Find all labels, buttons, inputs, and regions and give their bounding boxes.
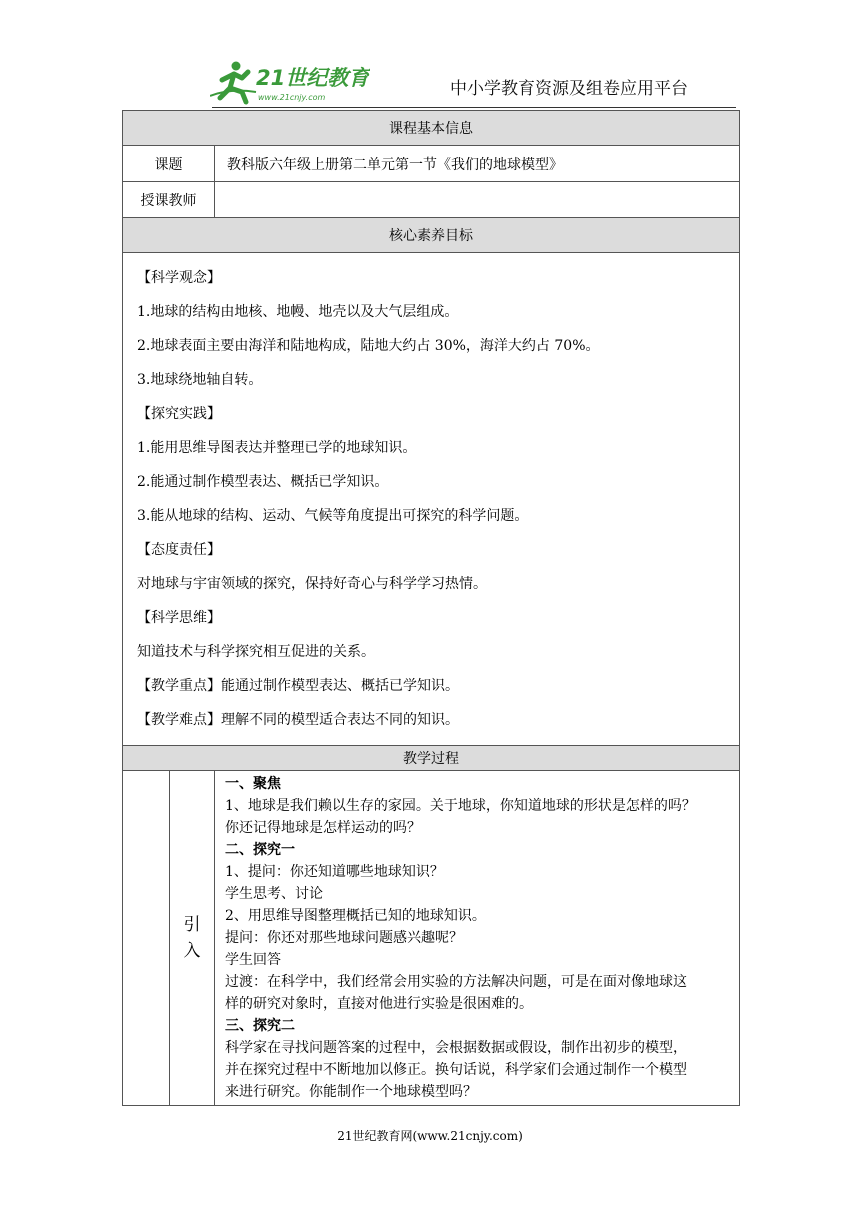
process-blank-cell <box>123 771 170 1106</box>
stage-char-1: 引 <box>183 915 201 935</box>
stage-char-2: 入 <box>183 941 201 961</box>
goals-content <box>123 253 740 746</box>
goal-line: 对地球与宇宙领域的探究，保持好奇心与科学学习热情。 <box>137 576 487 592</box>
goal-line: 【科学观念】 <box>137 270 221 286</box>
process-line: 来进行研究。你能制作一个地球模型吗？ <box>225 1084 477 1100</box>
process-line: 你还记得地球是怎样运动的吗？ <box>225 820 421 836</box>
process-heading: 一、聚焦 <box>225 776 281 792</box>
page-header <box>0 0 860 110</box>
logo-21cnjy <box>210 58 370 108</box>
process-heading: 二、探究一 <box>225 842 295 858</box>
teacher-label: 授课教师 <box>123 182 215 218</box>
goal-line: 【教学重点】能通过制作模型表达、概括已学知识。 <box>137 678 459 694</box>
section-core-goals: 核心素养目标 <box>123 218 740 253</box>
process-line: 2、用思维导图整理概括已知的地球知识。 <box>225 908 486 924</box>
process-line: 1、地球是我们赖以生存的家园。关于地球，你知道地球的形状是怎样的吗？ <box>225 798 696 814</box>
goal-line: 1.地球的结构由地核、地幔、地壳以及大气层组成。 <box>137 304 459 320</box>
goal-line: 3.地球绕地轴自转。 <box>137 372 263 388</box>
topic-label: 课题 <box>123 146 215 182</box>
goal-line: 1.能用思维导图表达并整理已学的地球知识。 <box>137 440 417 456</box>
goal-line: 【教学难点】理解不同的模型适合表达不同的知识。 <box>137 712 459 728</box>
section-course-info: 课程基本信息 <box>123 111 740 146</box>
goal-line: 2.能通过制作模型表达、概括已学知识。 <box>137 474 389 490</box>
section-teaching-process: 教学过程 <box>123 746 740 771</box>
platform-title: 中小学教育资源及组卷应用平台 <box>450 79 688 99</box>
stage-label-intro <box>170 771 215 1106</box>
teacher-value <box>215 182 740 218</box>
goal-line: 知道技术与科学探究相互促进的关系。 <box>137 644 375 660</box>
process-line: 学生回答 <box>225 952 281 968</box>
logo-text: 21世纪教育 <box>256 66 370 90</box>
process-heading: 三、探究二 <box>225 1018 295 1034</box>
process-line: 并在探究过程中不断地加以修正。换句话说，科学家们会通过制作一个模型 <box>225 1062 687 1078</box>
goal-line: 【态度责任】 <box>137 542 221 558</box>
topic-value: 教科版六年级上册第二单元第一节《我们的地球模型》 <box>215 146 740 182</box>
page-footer: 21世纪教育网(www.21cnjy.com) <box>337 1129 523 1143</box>
process-line: 1、提问：你还知道哪些地球知识？ <box>225 864 444 880</box>
process-line: 科学家在寻找问题答案的过程中，会根据数据或假设，制作出初步的模型， <box>225 1040 687 1056</box>
process-content <box>215 771 740 1106</box>
header-divider <box>212 107 736 108</box>
goal-line: 【探究实践】 <box>137 406 221 422</box>
goal-line: 3.能从地球的结构、运动、气候等角度提出可探究的科学问题。 <box>137 508 529 524</box>
process-line: 学生思考、讨论 <box>225 886 323 902</box>
process-line: 样的研究对象时，直接对他进行实验是很困难的。 <box>225 996 533 1012</box>
goal-line: 【科学思维】 <box>137 610 221 626</box>
process-line: 过渡：在科学中，我们经常会用实验的方法解决问题，可是在面对像地球这 <box>225 974 687 990</box>
goal-line: 2.地球表面主要由海洋和陆地构成，陆地大约占 30%，海洋大约占 70%。 <box>137 338 600 354</box>
process-line: 提问：你还对那些地球问题感兴趣呢？ <box>225 930 463 946</box>
lesson-plan-table <box>122 110 740 1106</box>
logo-url: www.21cnjy.com <box>258 93 326 102</box>
